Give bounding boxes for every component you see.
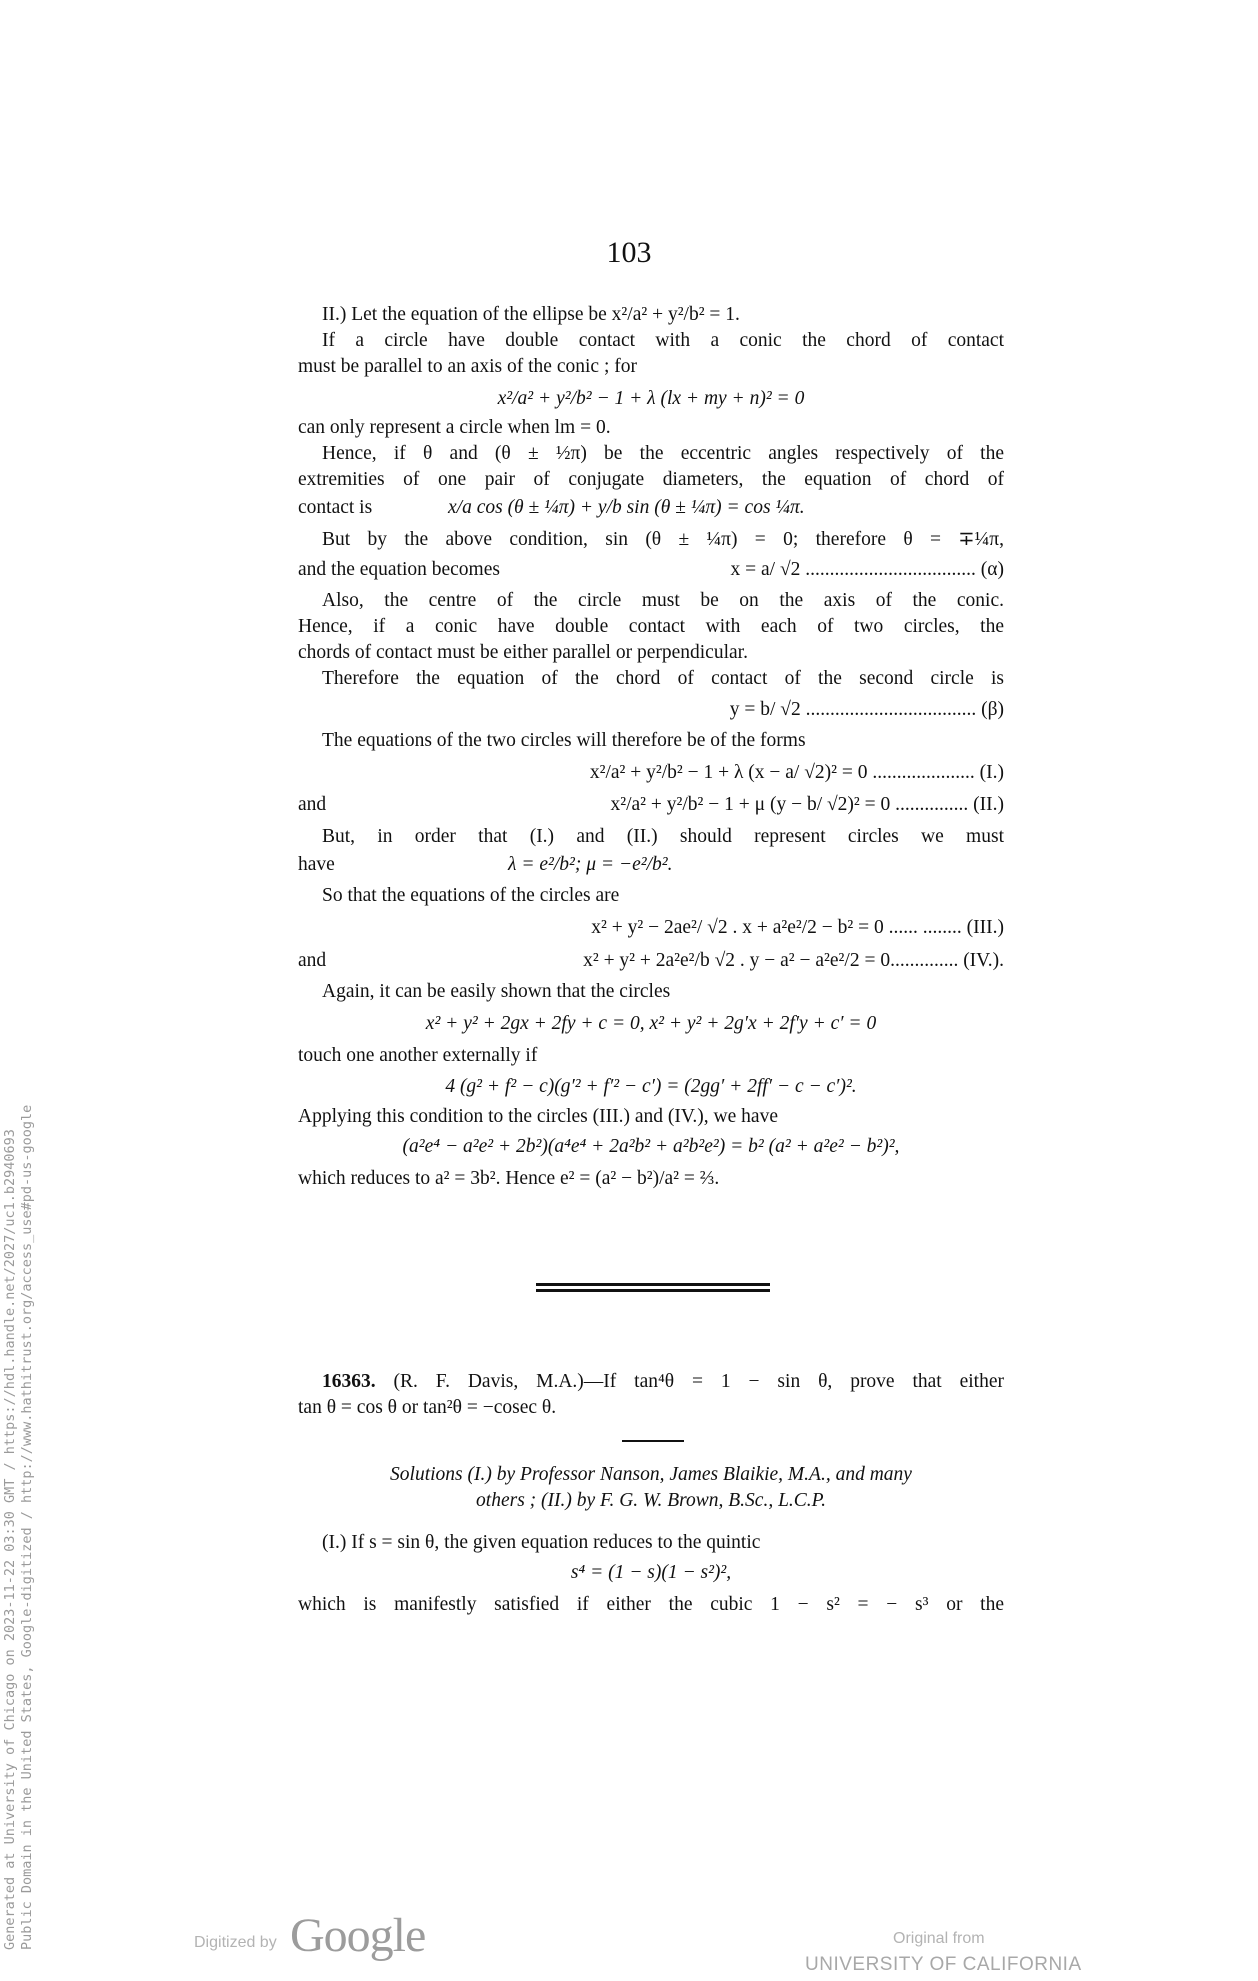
hathitrust-watermark [2, 970, 36, 1950]
question-statement [298, 1369, 1004, 1395]
text-line: Therefore the equation of the chord of contact of the second circle is [322, 668, 1004, 689]
equation: x = a/ √2 ................................... (α) [730, 559, 1004, 580]
text-line: Again, it can be easily shown that the circles [322, 981, 671, 1002]
equation: 4 (g² + f² − c)(g′² + f′² − c′) = (2gg′ + 2ff′ − c − c′)². [445, 1076, 857, 1097]
watermark-line: Generated at University of Chicago on 2023-11-22 03:30 GMT / https://hdl.handle.net/2027/uc1.b2940693 [2, 1129, 18, 1950]
text-line: contact is [298, 497, 373, 518]
text-line: So that the equations of the circles are [322, 885, 620, 906]
google-logo: Google [290, 1909, 426, 1962]
university-label: UNIVERSITY OF CALIFORNIA [805, 1954, 1082, 1975]
question-text: —If tan⁴θ = 1 − sin θ, prove that either [583, 1371, 1005, 1392]
text-line: But, in order that (I.) and (II.) should represent circles we must [322, 826, 1004, 847]
equation: x²/a² + y²/b² − 1 + λ (lx + my + n)² = 0 [497, 388, 805, 409]
text-line: If a circle have double contact with a conic the chord of contact [322, 330, 1004, 351]
text-line: Hence, if θ and (θ ± ½π) be the eccentric angles respectively of the [322, 443, 1004, 464]
equation: x² + y² + 2gx + 2fy + c = 0, x² + y² + 2g′x + 2f′y + c′ = 0 [425, 1013, 877, 1034]
solutions-credit: Solutions (I.) by Professor Nanson, James Blaikie, M.A., and many [390, 1464, 912, 1485]
text-line: Applying this condition to the circles (III.) and (IV.), we have [298, 1106, 778, 1127]
digitized-by-label: Digitized by [194, 1934, 277, 1951]
question-author: (R. F. Davis, M.A.) [393, 1371, 584, 1392]
text-line: touch one another externally if [298, 1045, 538, 1066]
text-line: II.) Let the equation of the ellipse be x²/a² + y²/b² = 1. [322, 304, 740, 325]
text-line: and [298, 950, 327, 971]
question-number: 16363. [322, 1371, 376, 1392]
text-line: extremities of one pair of conjugate diameters, the equation of chord of [298, 469, 1004, 490]
text-line: But by the above condition, sin (θ ± ¼π) = 0; therefore θ = ∓¼π, [322, 529, 1004, 550]
equation: x² + y² + 2a²e²/b √2 . y − a² − a²e²/2 = 0.............. (IV.). [583, 950, 1004, 971]
watermark-line: Public Domain in the United States, Google-digitized / http://www.hathitrust.org/access_use#pd-us-google [19, 1104, 35, 1950]
text-line: which reduces to a² = 3b². Hence e² = (a² − b²)/a² = ⅔. [298, 1168, 720, 1189]
page-number: 103 [606, 236, 652, 269]
equation: (a²e⁴ − a²e² + 2b²)(a⁴e⁴ + 2a²b² + a²b²e²) = b² (a² + a²e² − b²)², [402, 1136, 900, 1157]
text-line: Also, the centre of the circle must be on the axis of the conic. [322, 590, 1004, 611]
text-line: chords of contact must be either parallel or perpendicular. [298, 642, 748, 663]
text-line: The equations of the two circles will therefore be of the forms [322, 730, 806, 751]
equation: s⁴ = (1 − s)(1 − s²)², [570, 1562, 732, 1583]
text-line: (I.) If s = sin θ, the given equation reduces to the quintic [322, 1532, 761, 1553]
text-line: and the equation becomes [298, 559, 500, 580]
equation: y = b/ √2 ................................... (β) [729, 699, 1004, 720]
equation: λ = e²/b²; μ = −e²/b². [508, 854, 673, 875]
equation: x/a cos (θ ± ¼π) + y/b sin (θ ± ¼π) = cos ¼π. [448, 497, 805, 518]
equation: x²/a² + y²/b² − 1 + μ (y − b/ √2)² = 0 ............... (II.) [610, 794, 1004, 815]
text-line: Hence, if a conic have double contact with each of two circles, the [298, 616, 1004, 637]
equation: x²/a² + y²/b² − 1 + λ (x − a/ √2)² = 0 ..................... (I.) [589, 762, 1004, 783]
section-divider [536, 1283, 770, 1292]
text-line: and [298, 794, 327, 815]
text-line: have [298, 854, 335, 875]
short-divider [622, 1440, 684, 1442]
original-from-label: Original from [893, 1930, 985, 1947]
text-line: can only represent a circle when lm = 0. [298, 417, 611, 438]
text-line: must be parallel to an axis of the conic ; for [298, 356, 637, 377]
solutions-credit: others ; (II.) by F. G. W. Brown, B.Sc., L.C.P. [476, 1490, 826, 1511]
question-text: tan θ = cos θ or tan²θ = −cosec θ. [298, 1397, 557, 1418]
equation: x² + y² − 2ae²/ √2 . x + a²e²/2 − b² = 0 ...... ........ (III.) [591, 917, 1004, 938]
text-line: which is manifestly satisfied if either the cubic 1 − s² = − s³ or the [298, 1594, 1004, 1615]
